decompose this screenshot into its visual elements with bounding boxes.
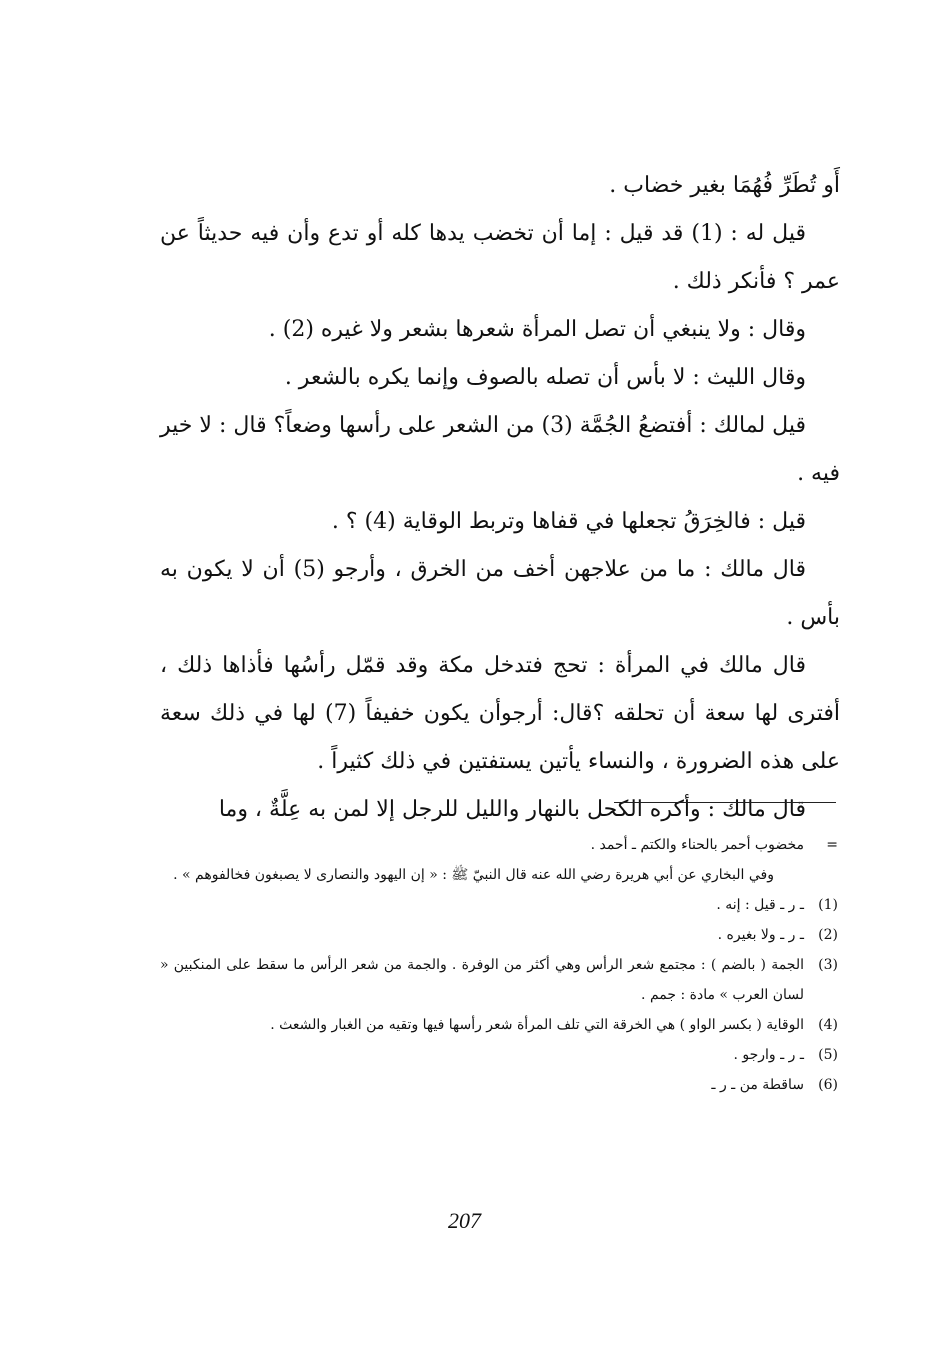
footnote-text: الوقاية ( بكسر الواو ) هي الخرقة التي تلف المرأة شعر رأسها فيها وتقيه من الغبار والشعث . bbox=[270, 1017, 804, 1033]
footnote-text: ـ ر ـ وارجو . bbox=[733, 1047, 804, 1063]
paragraph: أَو تُطَرِّ فُهُمَا بغير خضاب . bbox=[609, 173, 840, 198]
main-body-text bbox=[160, 162, 840, 834]
paragraph: وقال الليث : لا بأس أن تصله بالصوف وإنما يكره بالشعر . bbox=[284, 365, 806, 390]
footnote-marker: (6) bbox=[818, 1077, 838, 1093]
page-number: 207 bbox=[448, 1208, 481, 1233]
paragraph: قال مالك في المرأة : تحج فتدخل مكة وقد قمّل رأسُها فأذاها ذلك ، أفترى لها سعة أن تحلقه ؟قال: أرجوأن يكون خفيفاً (7) لها في ذلك سعة على هذه الضرورة ، والنساء يأتين يستفتين في ذلك كثيراً . bbox=[160, 653, 841, 774]
paragraph: قال مالك : وأكره الكحل بالنهار والليل للرجل إلا لمن به عِلَّةٌ ، وما bbox=[218, 797, 806, 822]
footnote-text: ـ ر ـ قيل : إنه . bbox=[716, 897, 804, 913]
footnote-marker: (5) bbox=[818, 1047, 838, 1063]
footnote-marker: = bbox=[826, 837, 838, 853]
footnotes-section bbox=[160, 830, 840, 1100]
footnote-text: وفي البخاري عن أبي هريرة رضي الله عنه قال النبيّ ﷺ : « إن اليهود والنصارى لا يصبغون فخالفوهم » . bbox=[173, 867, 774, 883]
footnote-item bbox=[160, 1070, 840, 1100]
footnote-text: مخضوب أحمر بالحناء والكتم ـ أحمد . bbox=[590, 837, 804, 853]
paragraph: قيل : فالخِرَقُ تجعلها في قفاها وتربط الوقاية (4) ؟ . bbox=[331, 509, 806, 534]
paragraph: قيل لمالك : أفتضعُ الجُمَّة (3) من الشعر على رأسها وضعاً؟ قال : لا خير فيه . bbox=[160, 413, 840, 486]
paragraph: وقال : ولا ينبغي أن تصل المرأة شعرها بشعر ولا غيره (2) . bbox=[268, 317, 806, 342]
footnote-marker: (2) bbox=[818, 927, 838, 943]
paragraph: قال مالك : ما من علاجهن أخف من الخرق ، وأرجو (5) أن لا يكون به بأس . bbox=[160, 557, 840, 630]
footnote-marker: (4) bbox=[818, 1017, 838, 1033]
footnote-item bbox=[160, 950, 840, 1010]
footnote-item bbox=[160, 860, 840, 890]
footnote-marker: (1) bbox=[818, 897, 838, 913]
footnote-item bbox=[160, 1040, 840, 1070]
footnote-item bbox=[160, 920, 840, 950]
footnote-separator bbox=[614, 802, 836, 803]
footnote-text: ـ ر ـ ولا بغيره . bbox=[717, 927, 804, 943]
footnote-item bbox=[160, 1010, 840, 1040]
footnote-text: ساقطة من ـ ر ـ bbox=[711, 1077, 804, 1093]
footnote-text: الجمة ( بالضم ) : مجتمع شعر الرأس وهي أكثر من الوفرة . والجمة من شعر الرأس ما سقط على المنكبين « لسان العرب » مادة : جمم . bbox=[160, 957, 804, 1003]
footnote-item bbox=[160, 890, 840, 920]
paragraph: قيل له : (1) قد قيل : إما أن تخضب يدها كله أو تدع وأن فيه حديثاً عن عمر ؟ فأنكر ذلك . bbox=[160, 221, 840, 294]
footnote-marker: (3) bbox=[818, 957, 838, 973]
footnote-item bbox=[160, 830, 840, 860]
